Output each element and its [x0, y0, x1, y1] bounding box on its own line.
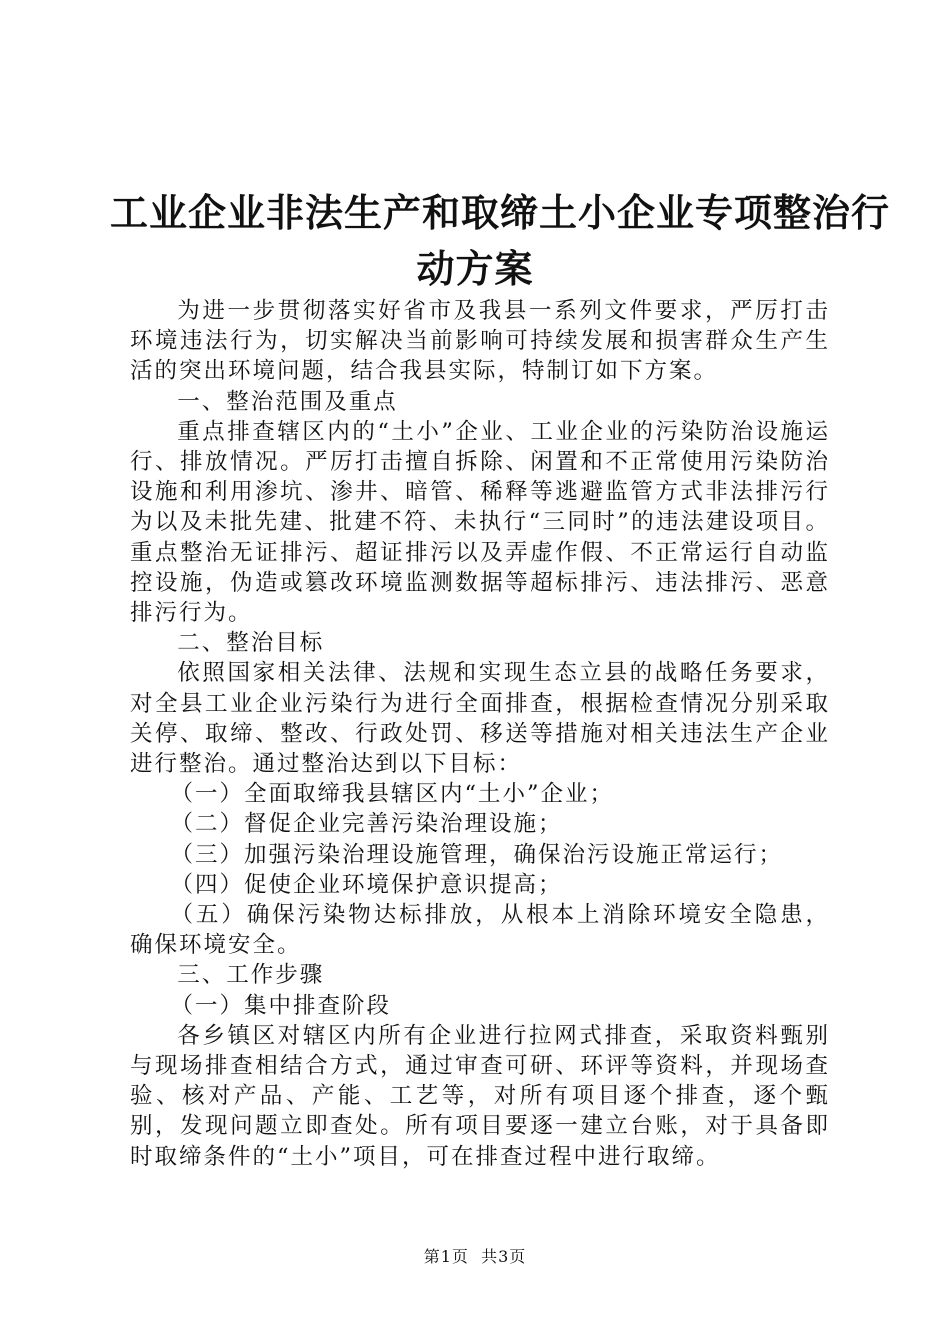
document-body [130, 296, 830, 1172]
document-title-line-2: 动方案 [416, 246, 534, 291]
goal-item-3: （三）加强污染治理设施管理，确保治污设施正常运行； [170, 841, 784, 868]
section-heading-2: 二、整治目标 [177, 630, 325, 657]
goal-item-1: （一）全面取缔我县辖区内“土小”企业； [170, 781, 615, 808]
goal-item-2: （二）督促企业完善污染治理设施； [170, 811, 563, 838]
subsection-1-paragraph: 各乡镇区对辖区内所有企业进行拉网式排查，采取资料甄别与现场排查相结合方式，通过审查可研、环评等资料，并现场查验、核对产品、产能、工艺等，对所有项目逐个排查，逐个甄别，发现问题立即查处。所有项目要逐一建立台账，对于具备即时取缔条件的“土小”项目，可在排查过程中进行取缔。 [130, 1022, 830, 1170]
page-footer: 第1页 共3页 [423, 1247, 527, 1266]
section-2-paragraph: 依照国家相关法律、法规和实现生态立县的战略任务要求，对全县工业企业污染行为进行全面排查，根据检查情况分别采取关停、取缔、整改、行政处罚、移送等措施对相关违法生产企业进行整治。通过整治达到以下目标： [130, 660, 830, 778]
goal-item-4: （四）促使企业环境保护意识提高； [170, 871, 563, 898]
section-1-paragraph: 重点排查辖区内的“土小”企业、工业企业的污染防治设施运行、排放情况。严厉打击擅自拆除、闲置和不正常使用污染防治设施和利用渗坑、渗井、暗管、稀释等逃避监管方式非法排污行为以及未批先建、批建不符、未执行“三同时”的违法建设项目。重点整治无证排污、超证排污以及弄虚作假、不正常运行自动监控设施，伪造或篡改环境监测数据等超标排污、违法排污、恶意排污行为。 [130, 418, 830, 627]
section-heading-1: 一、整治范围及重点 [177, 388, 398, 415]
subsection-heading-1: （一）集中排查阶段 [170, 992, 392, 1019]
intro-paragraph: 为进一步贯彻落实好省市及我县一系列文件要求，严厉打击环境违法行为，切实解决当前影响可持续发展和损害群众生产生活的突出环境问题，结合我县实际，特制订如下方案。 [130, 298, 830, 385]
goal-item-5: （五）确保污染物达标排放，从根本上消除环境安全隐患，确保环境安全。 [130, 902, 830, 959]
document-title-line-1: 工业企业非法生产和取缔土小企业专项整治行 [110, 190, 891, 235]
section-heading-3: 三、工作步骤 [177, 962, 325, 989]
